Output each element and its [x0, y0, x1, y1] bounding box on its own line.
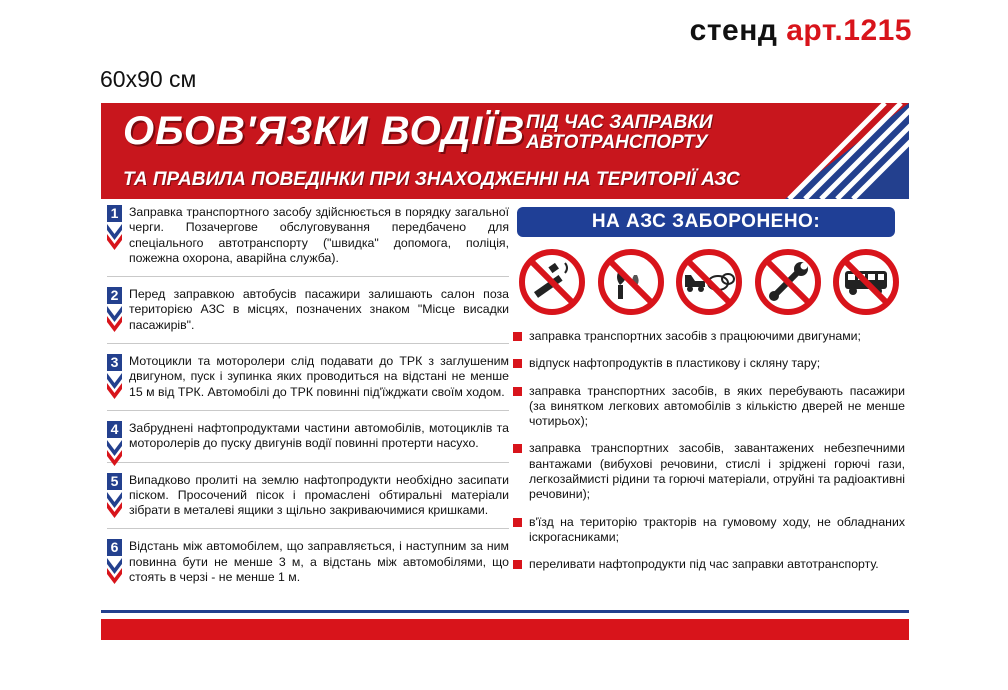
- header-banner: [101, 103, 909, 199]
- stand-board: [101, 103, 909, 640]
- no-engine-running-icon: [676, 249, 742, 315]
- no-open-flame-icon: [598, 249, 664, 315]
- duty-number: 3: [107, 354, 122, 371]
- red-square-icon: [513, 359, 522, 368]
- duties-list: [107, 205, 509, 605]
- duty-item: [107, 473, 509, 530]
- duty-text: Мотоцикли та моторолери слід подавати до ТРК з заглушеним двигуном, пуск і зупинка яких проводиться на відстані не менше 15 м від ТРК. Автомобілі до ТРК повинні під'їжджати своїм ходом.: [129, 354, 509, 399]
- duty-text: Заправка транспортного засобу здійснюється в порядку загальної черги. Позачергове обслуговування передбачено для спеціального автотранспорту ("швидка" допомога, поліція, пожежна охорона, аварійна служба).: [129, 205, 509, 265]
- duty-number: 6: [107, 539, 122, 556]
- duty-item: [107, 539, 509, 595]
- duty-item: [107, 421, 509, 463]
- article-label: [690, 14, 912, 48]
- stand-word: стенд: [689, 14, 778, 47]
- red-square-icon: [513, 560, 522, 569]
- header-title: ОБОВ'ЯЗКИ ВОДІЇВ: [123, 109, 526, 153]
- chevron-mark-icon: [107, 558, 122, 588]
- red-square-icon: [513, 444, 522, 453]
- duty-text: Забруднені нафтопродуктами частини автомобілів, мотоциклів та моторолерів до пуску двигунів водії повинні протерти насухо.: [129, 420, 509, 451]
- chevron-mark-icon: [107, 224, 122, 254]
- chevron-mark-icon: [107, 373, 122, 403]
- duty-item: [107, 205, 509, 277]
- prohibited-section: [513, 207, 905, 585]
- no-bus-passengers-icon: [833, 249, 899, 315]
- chevron-mark-icon: [107, 440, 122, 470]
- size-label: 60x90 см: [100, 66, 197, 92]
- duty-number: 1: [107, 205, 122, 222]
- header-stripes: [749, 103, 909, 199]
- duty-text: Перед заправкою автобусів пасажири залишають салон поза територією АЗС в місцях, позначених знаком "Місце висадки пасажирів".: [129, 287, 509, 332]
- duty-number: 5: [107, 473, 122, 490]
- footer-blue-line: [101, 610, 909, 613]
- rule-item: заправка транспортних засобів з працюючими двигунами;: [513, 329, 905, 344]
- footer-red-band: [101, 619, 909, 640]
- header-subtitle: ТА ПРАВИЛА ПОВЕДІНКИ ПРИ ЗНАХОДЖЕННІ НА ТЕРИТОРІЇ АЗС: [123, 169, 740, 190]
- duty-text: Випадково пролиті на землю нафтопродукти необхідно засипати піском. Просочений пісок і промаслені обтиральні матеріали зібрати в металеві ящики з щільно закриваючимися кришками.: [129, 472, 509, 518]
- red-square-icon: [513, 387, 522, 396]
- prohibition-signs: [519, 249, 899, 315]
- no-smoking-icon: [519, 249, 585, 315]
- red-square-icon: [513, 518, 522, 527]
- red-square-icon: [513, 332, 522, 341]
- rule-item: в'їзд на територію тракторів на гумовому ходу, не обладнаних іскрогасниками;: [513, 515, 905, 546]
- chevron-mark-icon: [107, 492, 122, 522]
- no-repairs-icon: [755, 249, 821, 315]
- rule-item: відпуск нафтопродуктів в пластикову і скляну тару;: [513, 356, 905, 371]
- duty-number: 2: [107, 287, 122, 304]
- chevron-mark-icon: [107, 306, 122, 336]
- rule-item: заправка транспортних засобів, завантажених небезпечними вантажами (вибухові речовини, стислі і зріджені горючі гази, легкозаймисті рідини та горючі матеріали, отруйні та радіоактивні речовини);: [513, 441, 905, 502]
- prohibited-rules: [513, 329, 905, 573]
- prohibited-banner: НА АЗС ЗАБОРОНЕНО:: [517, 207, 895, 237]
- header-title-side: ПІД ЧАС ЗАПРАВКИ АВТОТРАНСПОРТУ: [526, 112, 713, 153]
- duty-text: Відстань між автомобілем, що заправляється, і наступним за ним повинна бути не менше 3 м, а відстань між автомобілями, що стоять в черзі - не менше 1 м.: [129, 539, 509, 585]
- duty-item: [107, 287, 509, 344]
- article-number: арт.1215: [786, 14, 912, 47]
- rule-item: переливати нафтопродукти під час заправки автотранспорту.: [513, 557, 905, 572]
- duty-number: 4: [107, 421, 122, 438]
- duty-item: [107, 354, 509, 411]
- rule-item: заправка транспортних засобів, в яких перебувають пасажири (за винятком легкових автомобілів з кількістю дверей не менше чотирьох);: [513, 384, 905, 430]
